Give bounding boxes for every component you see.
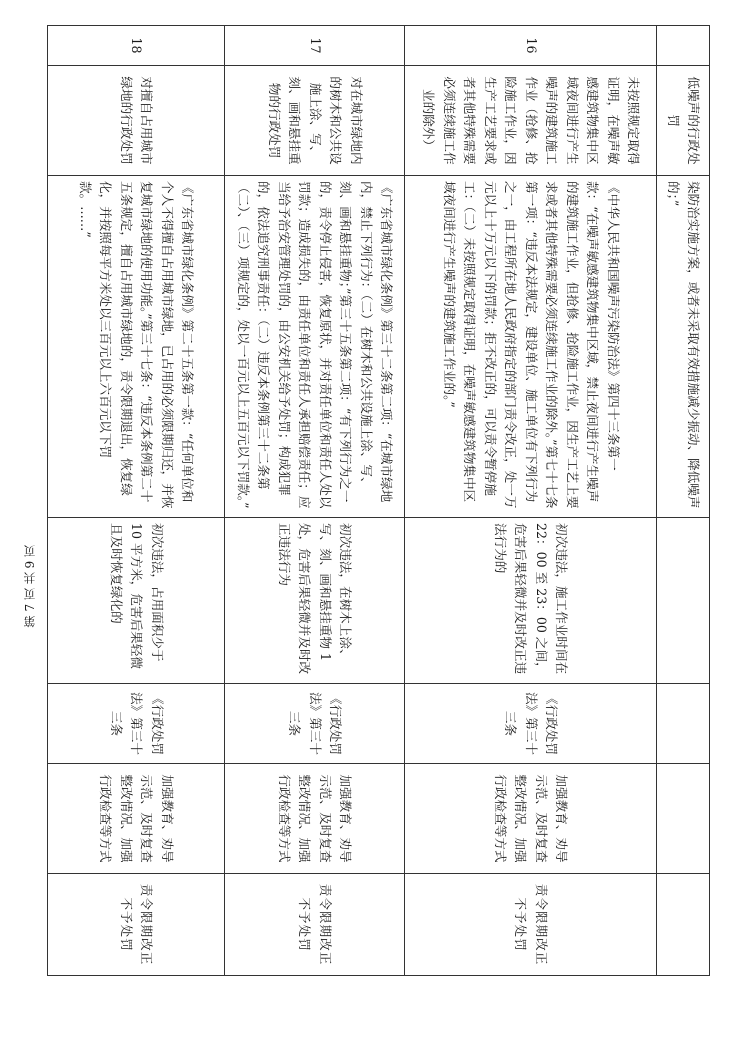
table-row bbox=[48, 26, 225, 976]
law-reference: 《行政处罚法》第三十三条 bbox=[405, 684, 657, 764]
penalty-result: 责令限期改正不予处罚 bbox=[225, 874, 405, 976]
supervision-measure: 加强教育、劝导示范、及时复查整改情况、加强行政检查等方式 bbox=[48, 764, 225, 874]
violation-type: 对在城市绿地内的树木和公共设施上涂、写、刻、画和悬挂重物的行政处罚 bbox=[225, 66, 405, 176]
circumstance: 初次违法，施工作业时间在 22：00 至 23：00 之间，危害后果轻微并及时改正违法行为的 bbox=[405, 518, 657, 684]
supervision-measure: 加强教育、劝导示范、及时复查整改情况、加强行政检查等方式 bbox=[405, 764, 657, 874]
cell-type: 低噪声的行政处罚 bbox=[657, 66, 710, 176]
page-number-footer: 第 7 页 共 9 页 bbox=[23, 545, 37, 628]
cell-basis: 染防治实施方案，或者未采取有效措施减少振动、降低噪声的；” bbox=[657, 176, 710, 518]
violation-type: 未按照规定取得证明，在噪声敏感建筑物集中区域夜间进行产生噪声的建筑施工作业（抢修、抢险施工作业，因生产工艺要求或者其他特殊需要必须连续施工作业的除外） bbox=[405, 66, 657, 176]
penalty-result: 责令限期改正不予处罚 bbox=[405, 874, 657, 976]
law-reference: 《行政处罚法》第三十三条 bbox=[225, 684, 405, 764]
table-row bbox=[225, 26, 405, 976]
cell-circumstance bbox=[657, 518, 710, 684]
penalty-exemption-table bbox=[47, 25, 710, 976]
row-number: 18 bbox=[48, 26, 225, 66]
rotated-page-content bbox=[55, 25, 710, 975]
supervision-measure: 加强教育、劝导示范、及时复查整改情况、加强行政检查等方式 bbox=[225, 764, 405, 874]
penalty-result: 责令限期改正不予处罚 bbox=[48, 874, 225, 976]
circumstance: 初次违法，占用面积少于 10 平方米，危害后果轻微且及时恢复绿化的 bbox=[48, 518, 225, 684]
law-reference: 《行政处罚法》第三十三条 bbox=[48, 684, 225, 764]
violation-type: 对擅自占用城市绿地的行政处罚 bbox=[48, 66, 225, 176]
legal-basis: 《广东省城市绿化条例》第二十五条第一款：“任何单位和个人不得擅自占用城市绿地，已占用的必须限期归还，并恢复城市绿地的使用功能。”第三十七条：“违反本条例第二十五条规定，擅自占用城市绿地的，责令限期退出，恢复绿化，并按照每平方米处以三百元以上六百元以下罚款。……” bbox=[48, 176, 225, 518]
legal-basis: 《中华人民共和国噪声污染防治法》第四十三条第一款：“在噪声敏感建筑物集中区域，禁止夜间进行产生噪声的建筑施工作业，但抢修、抢险施工作业，因生产工艺上要求或者其他特殊需要必须连续施工作业的除外。”第七十七条第一项：“违反本法规定，建设单位、施工单位有下列行为之一，由工程所在地人民政府指定的部门责令改正，处一万元以上十万元以下的罚款；拒不改正的，可以责令暂停施工：（二）未按照规定取得证明，在噪声敏感建筑物集中区域夜间进行产生噪声的建筑施工作业的。” bbox=[405, 176, 657, 518]
cell-measure bbox=[657, 764, 710, 874]
table-row bbox=[405, 26, 657, 976]
cell-num bbox=[657, 26, 710, 66]
row-number: 16 bbox=[405, 26, 657, 66]
cell-law bbox=[657, 684, 710, 764]
row-number: 17 bbox=[225, 26, 405, 66]
circumstance: 初次违法，在树木上涂、写、刻、画和悬挂重物 1 处，危害后果轻微并及时改正违法行为 bbox=[225, 518, 405, 684]
table-row-continued bbox=[657, 26, 710, 976]
legal-basis: 《广东省城市绿化条例》第三十二条第二项：“在城市绿地内，禁止下列行为：（二）在树木和公共设施上涂、写、刻、画和悬挂重物；”第三十五条第二项：“有下列行为之一的，责令停止侵害，恢复原状，并对责任单位和责任人处以罚款；造成损失的，由责任单位和责任人承担赔偿责任；应当给予治安管理处罚的，由公安机关给予处罚；构成犯罪的，依法追究刑事责任：（二）违反本条例第三十二条第（二）、（三）项规定的，处以一百元以上五百元以下罚款。” bbox=[225, 176, 405, 518]
cell-penalty bbox=[657, 874, 710, 976]
